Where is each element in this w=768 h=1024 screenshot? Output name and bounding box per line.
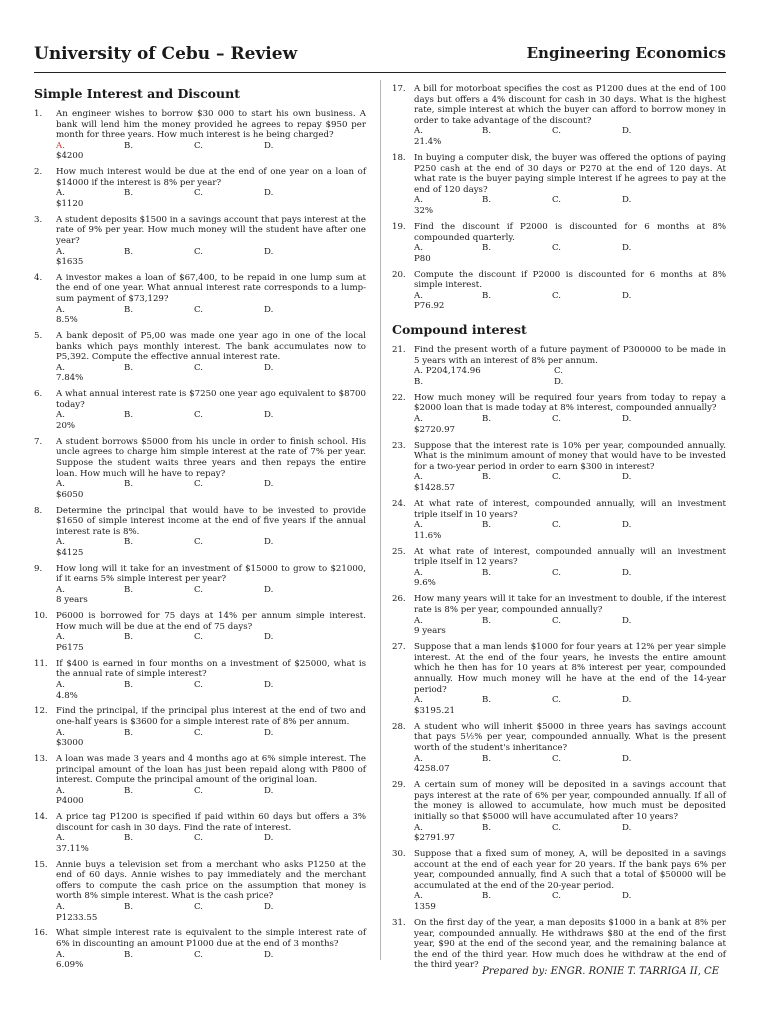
section-title-simple-interest: Simple Interest and Discount — [34, 86, 240, 101]
answer-choices — [56, 247, 366, 268]
subject-title: Engineering Economics — [526, 44, 726, 62]
choice-a-value: 4258.07 — [414, 764, 450, 775]
choice-a-label: A. — [414, 472, 423, 483]
question-item — [392, 345, 726, 387]
choice-c-label: C. — [552, 891, 562, 902]
choice-d-label: D. — [622, 472, 632, 483]
choice-c-label: C. — [194, 785, 204, 796]
answer-choices — [56, 728, 366, 749]
question-item — [34, 659, 366, 701]
choice-a-label: A. — [56, 140, 65, 151]
choice-c-label: C. — [194, 362, 204, 373]
choice-d-label: D. — [264, 679, 274, 690]
question-item — [34, 437, 366, 501]
choice-c-label: C. — [194, 632, 204, 643]
choice-c-label: C. — [194, 584, 204, 595]
question-number: 10. — [34, 611, 48, 622]
choice-d-label: D. — [622, 414, 632, 424]
question-text: A student who will inherit $5000 in three years has savings account that pays 5½% per year, compounded annually. What is the present worth of the student's inheritance? — [414, 721, 726, 753]
question-item — [34, 706, 366, 748]
choice-d-label: D. — [622, 822, 632, 833]
choice-b-label: B. — [124, 304, 134, 315]
choice-c-label: C. — [552, 243, 562, 254]
choice-a-value: 20% — [56, 420, 76, 431]
choice-d-label: D. — [622, 891, 632, 902]
answer-choices — [414, 243, 726, 264]
choice-c-label: C. — [552, 520, 562, 531]
choice-c-label: C. — [194, 304, 204, 315]
answer-choices — [56, 902, 366, 923]
choice-c-label: C. — [552, 567, 562, 578]
question-number: 12. — [34, 706, 48, 717]
choice-b-label: B. — [482, 290, 492, 301]
choice-b-label: B. — [124, 785, 134, 796]
question-text: Suppose that a man lends $1000 for four years at 12% per year simple interest. At the end of the four years, he invests the entire amount which he then has for 10 years at 8% interest per year, compounded annually. How much money will he have at the end of the 14-year period? — [414, 642, 726, 695]
choice-d-label: D. — [264, 479, 274, 490]
question-number: 30. — [392, 849, 406, 860]
university-title: University of Cebu – Review — [34, 44, 298, 64]
choice-b-label: B. — [124, 537, 134, 548]
choice-a-value: $3000 — [56, 738, 84, 749]
question-item — [392, 722, 726, 775]
choice-c-label: C. — [194, 537, 204, 548]
choice-d-label: D. — [264, 727, 274, 738]
question-text: How much interest would be due at the end of one year on a loan of $14000 if the interest is 8% per year? — [56, 167, 366, 188]
question-item — [34, 273, 366, 326]
choice-a-value: P4000 — [56, 796, 84, 807]
choice-a-value: 6.09% — [56, 960, 84, 971]
question-item — [392, 594, 726, 636]
question-number: 18. — [392, 152, 406, 163]
choice-d-label: D. — [264, 584, 274, 595]
choice-a-label: A. — [56, 584, 65, 595]
question-number: 26. — [392, 594, 406, 605]
choice-b-label: B. — [124, 188, 134, 199]
answer-choices — [414, 414, 726, 435]
question-text: If $400 is earned in four months on a investment of $25000, what is the annual rate of simple interest? — [56, 658, 366, 680]
question-text: At what rate of interest, compounded annually, will an investment triple itself in 10 years? — [414, 498, 726, 520]
choice-b-label: B. — [482, 822, 492, 833]
question-list-right-bottom — [392, 393, 726, 913]
choice-b-label: B. — [482, 195, 492, 206]
question-number: 31. — [392, 918, 406, 929]
choice-a-label: A. — [56, 537, 65, 548]
choice-c-label: C. — [194, 140, 204, 151]
choice-d-label: D. — [622, 290, 632, 301]
question-number: 14. — [34, 812, 48, 823]
choice-a-value: 32% — [414, 205, 434, 216]
choice-c-label: C. — [552, 195, 562, 206]
question-item — [392, 270, 726, 312]
question-text: An engineer wishes to borrow $30 000 to start his own business. A bank will lend him the money provided he agrees to repay $950 per month for three years. How much interest is he being charged? — [56, 109, 366, 141]
choice-c-label: C. — [194, 727, 204, 738]
choice-a-label: A. — [56, 833, 65, 844]
question-number: 20. — [392, 269, 406, 280]
choice-c-label: C. — [194, 833, 204, 844]
choice-b-label: B. — [482, 753, 492, 764]
question-text: How long will it take for an investment of $15000 to grow to $21000, if it earns 5% simple interest per year? — [56, 563, 366, 585]
choice-d-label: D. — [622, 695, 632, 706]
question-number: 27. — [392, 642, 406, 653]
choice-b-label: B. — [482, 891, 492, 902]
choice-d-label: D. — [264, 949, 274, 960]
choice-b-label: B. — [124, 140, 134, 151]
answer-choices — [414, 754, 726, 775]
question-item — [34, 812, 366, 854]
choice-a-value: P80 — [414, 253, 431, 264]
question-item — [392, 918, 726, 971]
question-number: 4. — [34, 272, 43, 283]
answer-choices — [56, 632, 366, 653]
answer-choices — [56, 305, 366, 326]
choice-a-value: $4125 — [56, 547, 84, 558]
question-text: What simple interest rate is equivalent to the simple interest rate of 6% in discounting an amount P1000 due at the end of 3 months? — [56, 928, 366, 949]
choice-c-label: C. — [552, 414, 562, 424]
question-text: In buying a computer disk, the buyer was offered the options of paying P250 cash at the end of 30 days or P270 at the end of 120 days. At what rate is the buyer paying simple interest if he agrees to pay at the end of 120 days? — [414, 152, 726, 195]
choice-b-label: B. — [414, 376, 424, 387]
choice-b-label: B. — [482, 126, 492, 137]
section-title-compound-interest: Compound interest — [392, 322, 527, 338]
choice-d-label: D. — [264, 632, 274, 643]
choice-a-value: $2720.97 — [414, 424, 456, 435]
question-text: A price tag P1200 is specified if paid within 60 days but offers a 3% discount for cash in 30 days. Find the rate of interest. — [56, 812, 366, 833]
choice-a-label: A. — [414, 520, 423, 531]
question-text: Annie buys a television set from a merchant who asks P1250 at the end of 60 days. Annie wishes to pay immediately and the merchant offers to compute the cash price on the assumption that money is worth 8% simple interest. What is the cash price? — [56, 859, 366, 902]
choice-d-label: D. — [622, 567, 632, 578]
choice-b-label: B. — [124, 362, 134, 373]
question-number: 8. — [34, 505, 43, 516]
choice-c-label: C. — [552, 472, 562, 483]
question-item — [34, 564, 366, 606]
choice-b-label: B. — [124, 410, 134, 421]
question-number: 28. — [392, 721, 406, 732]
choice-b-label: B. — [482, 520, 492, 531]
choice-a-label: A. — [56, 246, 65, 257]
question-text: A student deposits $1500 in a savings account that pays interest at the rate of 9% per year. How much money will the student have after one year? — [56, 214, 367, 246]
choice-b-label: B. — [482, 243, 492, 254]
choice-b-label: B. — [482, 615, 492, 626]
answer-choices — [414, 377, 726, 388]
choice-a-label: A. — [56, 902, 65, 912]
choice-a-label: A. — [56, 304, 65, 315]
question-item — [392, 499, 726, 541]
column-divider — [380, 80, 381, 960]
question-item — [392, 153, 726, 217]
choice-c-label: C. — [194, 410, 204, 421]
question-number: 3. — [34, 214, 43, 225]
choice-c-label: C. — [552, 290, 562, 301]
question-number: 7. — [34, 436, 43, 447]
question-number: 5. — [34, 331, 43, 342]
choice-a-label: A. — [414, 567, 423, 578]
choice-a-label: A. — [414, 414, 423, 424]
choice-b-label: B. — [124, 584, 134, 595]
choice-a-value: 9 years — [414, 626, 446, 637]
answer-choices — [56, 141, 366, 162]
choice-b-label: B. — [482, 567, 492, 578]
choice-a-value: 7.84% — [56, 373, 84, 384]
choice-a-value: P204,174.96 — [425, 366, 481, 377]
choice-c-label: C. — [194, 246, 204, 257]
choice-a-label: A. — [414, 366, 423, 377]
question-item — [392, 547, 726, 589]
question-text: On the first day of the year, a man deposits $1000 in a bank at 8% per year, compounded annually. He withdraws $80 at the end of the first year, $90 at the end of the second year, and the remaining balance at the end of the third year. How much does he withdraw at the end of the third year? — [414, 918, 726, 971]
question-number: 22. — [392, 392, 406, 403]
question-item — [34, 754, 366, 807]
question-text: Suppose that a fixed sum of money, A, will be deposited in a savings account at the end of each year for 20 years. If the bank pays 6% per year, compounded annually, find A such that a total of $50000 will be accumulated at the end of the 20-year period. — [414, 849, 726, 891]
choice-a-value: $1428.57 — [414, 482, 456, 493]
choice-a-value: $2791.97 — [414, 833, 456, 844]
choice-d-label: D. — [622, 126, 632, 137]
choice-c-label: C. — [552, 126, 562, 137]
choice-a-label: A. — [56, 188, 65, 199]
answer-choices — [414, 891, 726, 912]
answer-choices — [414, 695, 726, 716]
question-item — [34, 109, 366, 162]
question-number: 25. — [392, 546, 406, 557]
left-column — [34, 84, 366, 976]
choice-a-label: A. — [56, 949, 65, 960]
question-number: 16. — [34, 928, 48, 939]
choice-c-label: C. — [194, 188, 204, 199]
question-number: 2. — [34, 167, 43, 178]
choice-b-label: B. — [124, 246, 134, 257]
choice-d-label: D. — [264, 902, 274, 912]
question-item — [392, 84, 726, 148]
choice-a-label: A. — [414, 290, 423, 301]
choice-a-label: A. — [56, 727, 65, 738]
choice-d-label: D. — [264, 537, 274, 548]
choice-a-value: 8 years — [56, 595, 88, 606]
choice-a-label: A. — [56, 679, 65, 690]
choice-d-label: D. — [264, 785, 274, 796]
choice-b-label: B. — [124, 679, 134, 690]
choice-b-label: B. — [124, 902, 134, 912]
choice-c-label: C. — [552, 695, 562, 706]
page-header — [34, 44, 726, 73]
answer-choices — [56, 479, 366, 500]
question-number: 17. — [392, 84, 406, 94]
choice-d-label: D. — [554, 376, 564, 387]
choice-a-value: $1635 — [56, 257, 84, 268]
answer-choices — [56, 833, 366, 854]
question-text: Find the present worth of a future payment of P300000 to be made in 5 years with an interest of 8% per annum. — [414, 345, 726, 366]
answer-choices — [56, 786, 366, 807]
choice-c-label: C. — [194, 679, 204, 690]
question-number: 6. — [34, 389, 43, 400]
choice-a-value: 9.6% — [414, 578, 436, 589]
question-text: How much money will be required four years from today to repay a $2000 loan that is made today at 8% interest, compounded annually? — [414, 392, 726, 414]
choice-d-label: D. — [264, 410, 274, 421]
answer-choices — [56, 410, 366, 431]
question-item — [392, 441, 726, 494]
choice-a-value: 8.5% — [56, 315, 78, 326]
choice-a-value: 1359 — [414, 902, 436, 913]
choice-d-label: D. — [264, 140, 274, 151]
answer-choices — [414, 366, 726, 377]
choice-a-value: $3195.21 — [414, 705, 456, 716]
answer-choices — [56, 537, 366, 558]
answer-choices — [414, 195, 726, 216]
question-number: 15. — [34, 859, 48, 870]
choice-a-label: A. — [414, 822, 423, 833]
answer-choices — [414, 520, 726, 541]
choice-c-label: C. — [194, 902, 204, 912]
choice-a-value: $4200 — [56, 151, 84, 162]
question-item — [392, 393, 726, 435]
answer-choices — [56, 680, 366, 701]
choice-b-label: B. — [124, 949, 134, 960]
question-text: A bill for motorboat specifies the cost as P1200 dues at the end of 100 days but offers a 4% discount for cash in 30 days. What is the highest rate, simple interest at which the buyer can afford to borrow money in order to take advantage of the discount? — [414, 84, 726, 126]
answer-choices — [56, 950, 366, 971]
choice-a-value: $6050 — [56, 489, 84, 500]
answer-choices — [414, 126, 726, 147]
question-list-left — [34, 109, 366, 971]
choice-a-label: A. — [414, 243, 423, 254]
question-list-right-top — [392, 84, 726, 312]
choice-d-label: D. — [622, 520, 632, 531]
choice-a-label: A. — [414, 195, 423, 206]
answer-choices — [414, 472, 726, 493]
answer-choices — [414, 291, 726, 312]
question-number: 1. — [34, 109, 43, 119]
choice-b-label: B. — [124, 727, 134, 738]
question-text: A certain sum of money will be deposited in a savings account that pays interest at the rate of 6% per year, compounded annually. If all of the money is allowed to accumulate, how much must be deposited initially so that $5000 will have accumulated after 10 years? — [414, 780, 726, 822]
question-item — [34, 611, 366, 653]
question-text: Find the discount if P2000 is discounted for 6 months at 8% compounded quarterly. — [414, 221, 726, 243]
question-text: A loan was made 3 years and 4 months ago at 6% simple interest. The principal amount of the loan has just been repaid along with P800 of interest. Compute the principal amount of the original loan. — [56, 753, 366, 786]
choice-a-label: A. — [414, 753, 423, 764]
choice-a-label: A. — [56, 479, 65, 490]
choice-a-label: A. — [414, 695, 423, 706]
question-text: Find the principal, if the principal plus interest at the end of two and one-half years is $3600 for a simple interest rate of 8% per annum. — [56, 706, 366, 727]
choice-d-label: D. — [264, 304, 274, 315]
choice-a-value: 37.11% — [56, 843, 89, 854]
choice-b-label: B. — [482, 414, 492, 424]
choice-d-label: D. — [622, 195, 632, 206]
question-text: At what rate of interest, compounded annually will an investment triple itself in 12 years? — [414, 546, 726, 568]
choice-d-label: D. — [622, 615, 632, 626]
question-number: 23. — [392, 440, 406, 451]
choice-d-label: D. — [622, 753, 632, 764]
choice-c-label: C. — [552, 753, 562, 764]
question-number: 9. — [34, 563, 43, 574]
question-number: 19. — [392, 221, 406, 232]
choice-a-label: A. — [414, 891, 423, 902]
choice-a-value: P1233.55 — [56, 912, 98, 923]
question-item — [34, 928, 366, 970]
question-text: A student borrows $5000 from his uncle in order to finish school. His uncle agrees to charge him simple interest at the rate of 7% per year. Suppose the student waits three years and then repays the entire loan. How much will he have to repay? — [56, 436, 366, 479]
question-text: How many years will it take for an investment to double, if the interest rate is 8% per year, compounded annually? — [414, 594, 726, 616]
question-text: A bank deposit of P5,00 was made one year ago in one of the local banks which pays monthly interest. The bank accumulates now to P5,392. Compute the effective annual interest rate. — [56, 331, 366, 363]
question-item — [392, 849, 726, 913]
choice-c-label: C. — [194, 949, 204, 960]
choice-b-label: B. — [124, 479, 134, 490]
question-item — [34, 389, 366, 431]
question-item — [34, 215, 366, 268]
answer-choices — [414, 616, 726, 637]
choice-b-label: B. — [124, 833, 134, 844]
question-item — [34, 506, 366, 559]
question-text: Suppose that the interest rate is 10% per year, compounded annually. What is the minimum amount of money that would have to be invested for a two-year period in order to earn $300 in interest? — [414, 440, 726, 472]
choice-d-label: D. — [264, 246, 274, 257]
question-item — [392, 222, 726, 264]
prepared-by-footer: Prepared by: ENGR. RONIE T. TARRIGA II, CE — [482, 966, 720, 977]
choice-a-label: A. — [414, 126, 423, 137]
answer-choices — [56, 585, 366, 606]
choice-b-label: B. — [482, 472, 492, 483]
choice-d-label: D. — [264, 362, 274, 373]
choice-a-label: A. — [56, 632, 65, 643]
question-number: 11. — [34, 658, 48, 669]
choice-d-label: D. — [622, 243, 632, 254]
choice-d-label: D. — [264, 188, 274, 199]
choice-c-label: C. — [552, 822, 562, 833]
answer-choices — [56, 363, 366, 384]
question-text: Determine the principal that would have to be invested to provide $1650 of simple interest income at the end of five years if the annual interest rate is 8%. — [56, 505, 366, 537]
answer-choices — [56, 188, 366, 209]
question-text: A what annual interest rate is $7250 one year ago equivalent to $8700 today? — [56, 389, 366, 410]
choice-b-label: B. — [124, 632, 134, 643]
right-column — [392, 84, 726, 976]
choice-c-label: C. — [552, 615, 562, 626]
choice-a-value: 4.8% — [56, 690, 78, 701]
choice-a-value: 21.4% — [414, 136, 442, 147]
question-text: Compute the discount if P2000 is discounted for 6 months at 8% simple interest. — [414, 269, 726, 291]
question-text: P6000 is borrowed for 75 days at 14% per annum simple interest. How much will be due at the end of 75 days? — [56, 611, 366, 632]
question-number: 13. — [34, 753, 48, 764]
question-number: 29. — [392, 780, 406, 791]
choice-a-label: A. — [414, 615, 423, 626]
choice-c-label: C. — [194, 479, 204, 490]
choice-a-value: 11.6% — [414, 530, 442, 541]
question-item — [34, 331, 366, 384]
question-number: 24. — [392, 498, 406, 509]
choice-a-label: A. — [56, 362, 65, 373]
choice-d-label: D. — [264, 833, 274, 844]
answer-choices — [414, 823, 726, 844]
question-item — [34, 167, 366, 209]
question-item — [34, 860, 366, 924]
question-number: 21. — [392, 345, 406, 356]
choice-a-value: P76.92 — [414, 301, 445, 312]
question-item — [392, 780, 726, 844]
choice-a-value: P6175 — [56, 643, 84, 653]
choice-a-label: A. — [56, 785, 65, 796]
answer-choices — [414, 568, 726, 589]
choice-b-label: B. — [482, 695, 492, 706]
question-text: A investor makes a loan of $67,400, to be repaid in one lump sum at the end of one year. What annual interest rate corresponds to a lump-sum payment of $73,129? — [56, 272, 366, 305]
choice-c-label: C. — [554, 366, 564, 377]
question-item — [392, 642, 726, 716]
choice-a-value: $1120 — [56, 198, 84, 209]
choice-a-label: A. — [56, 410, 65, 421]
